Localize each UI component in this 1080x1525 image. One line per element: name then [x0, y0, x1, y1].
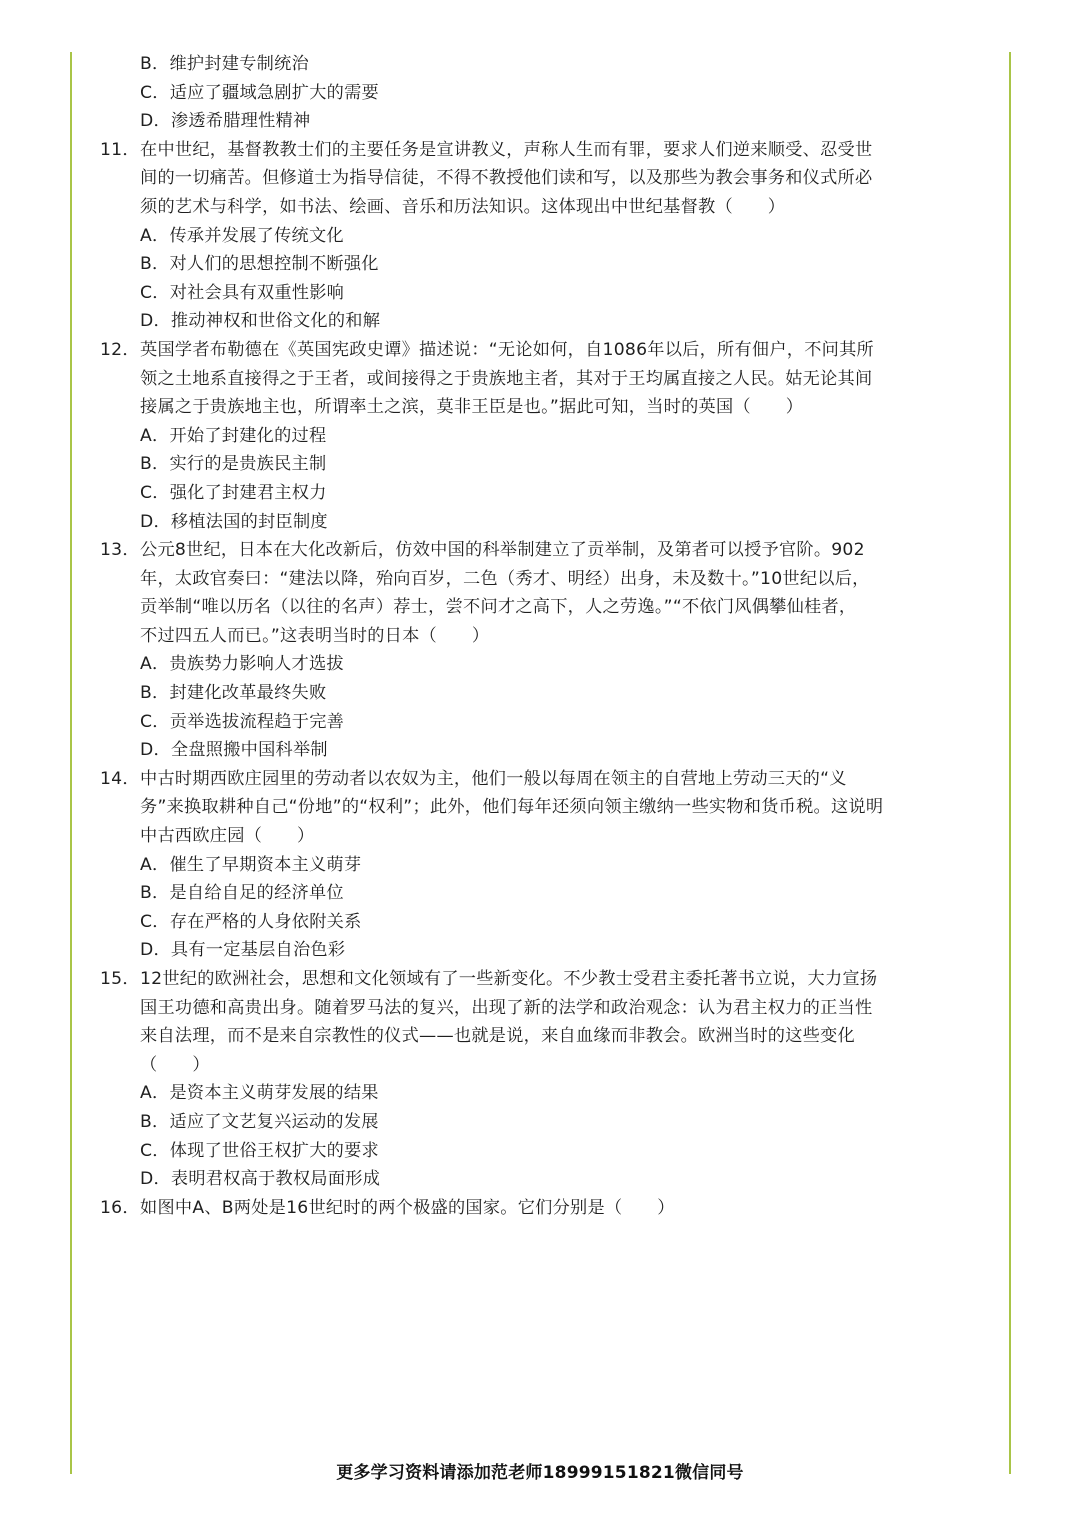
option-line: A．开始了封建化的过程	[140, 425, 327, 446]
left-margin-rule	[70, 52, 72, 1474]
option-line: D．具有一定基层自治色彩	[140, 940, 346, 961]
stem-line: 年，太政官奏曰：“建法以降，殆向百岁，二色（秀才、明经）出身，未及数十。”10世纪以后，	[140, 568, 870, 589]
stem-line: 不过四五人而已。”这表明当时的日本（ ）	[140, 625, 490, 646]
stem-line: 来自法理，而不是来自宗教性的仪式——也就是说，来自血缘而非教会。欧洲当时的这些变化	[140, 1026, 855, 1047]
question-number: 12．	[100, 339, 140, 360]
option-line: D．推动神权和世俗文化的和解	[140, 311, 381, 332]
option-line: B．维护封建专制统治	[140, 54, 309, 74]
stem-line: 公元8世纪，日本在大化改新后，仿效中国的科举制建立了贡举制，及第者可以授予官阶。902	[140, 540, 865, 561]
footer-note: 更多学习资料请添加范老师18999151821微信同号	[336, 1463, 744, 1483]
stem-line: 英国学者布勒德在《英国宪政史谭》描述说：“无论如何，自1086年以后，所有佃户，不问其所	[140, 339, 874, 360]
question-stem	[100, 965, 990, 1079]
option-line: D．渗透希腊理性精神	[140, 111, 311, 132]
question-text	[140, 136, 990, 222]
option-line: D．全盘照搬中国科举制	[140, 740, 328, 761]
question-text	[140, 536, 990, 650]
question-13	[100, 536, 990, 765]
question-stem	[100, 336, 990, 422]
stem-line: 间的一切痛苦。但修道士为指导信徒，不得不教授他们读和写，以及那些为教会事务和仪式所必	[140, 168, 873, 189]
question-16	[100, 1194, 990, 1223]
stem-line: 中古西欧庄园（ ）	[140, 826, 315, 847]
option-line: C．体现了世俗王权扩大的要求	[140, 1140, 379, 1161]
option-line: C．贡举选拔流程趋于完善	[140, 711, 345, 732]
stem-line: 务”来换取耕种自己“份地”的“权利”；此外，他们每年还须向领主缴纳一些实物和货币税。这说明	[140, 797, 884, 818]
option-line: B．是自给自足的经济单位	[140, 883, 344, 904]
question-number: 14．	[100, 768, 140, 789]
option-line: C．强化了封建君主权力	[140, 482, 327, 503]
option-line: B．实行的是贵族民主制	[140, 454, 327, 475]
option-line: A．是资本主义萌芽发展的结果	[140, 1083, 379, 1104]
right-margin-rule	[1009, 52, 1011, 1474]
question-number: 16．	[100, 1197, 140, 1218]
question-15	[100, 965, 990, 1194]
option-line: A．催生了早期资本主义萌芽	[140, 854, 362, 875]
question-text	[140, 1194, 990, 1223]
option-line: C．对社会具有双重性影响	[140, 282, 345, 303]
question-14	[100, 765, 990, 965]
top-options	[100, 50, 990, 136]
question-stem	[100, 136, 990, 222]
option-line: B．适应了文艺复兴运动的发展	[140, 1111, 379, 1132]
option-line: A．贵族势力影响人才选拔	[140, 654, 344, 675]
stem-line: 12世纪的欧洲社会，思想和文化领域有了一些新变化。不少教士受君主委托著书立说，大力宣扬	[140, 969, 878, 989]
stem-line: 国王功德和高贵出身。随着罗马法的复兴，出现了新的法学和政治观念：认为君主权力的正当性	[140, 997, 873, 1018]
question-text	[140, 336, 990, 422]
question-text	[140, 765, 990, 851]
option-line: C．存在严格的人身依附关系	[140, 911, 362, 932]
question-number: 13．	[100, 540, 140, 561]
question-stem	[100, 536, 990, 650]
stem-line: 中古时期西欧庄园里的劳动者以农奴为主，他们一般以每周在领主的自营地上劳动三天的“义	[140, 768, 847, 789]
question-11	[100, 136, 990, 336]
question-stem	[100, 1194, 990, 1223]
question-number: 11．	[100, 139, 140, 160]
stem-line: 须的艺术与科学，如书法、绘画、音乐和历法知识。这体现出中世纪基督教（ ）	[140, 196, 786, 217]
stem-line: 在中世纪，基督教教士们的主要任务是宣讲教义，声称人生而有罪，要求人们逆来顺受、忍受世	[140, 139, 873, 160]
stem-line: 如图中A、B两处是16世纪时的两个极盛的国家。它们分别是（ ）	[140, 1197, 675, 1218]
question-content	[100, 50, 990, 1222]
stem-line: 接属之于贵族地主也，所谓率土之滨，莫非王臣是也。”据此可知，当时的英国（ ）	[140, 397, 804, 418]
option-line: B．对人们的思想控制不断强化	[140, 254, 379, 275]
question-stem	[100, 765, 990, 851]
stem-line: （ ）	[140, 1054, 210, 1075]
option-line: D．移植法国的封臣制度	[140, 511, 328, 532]
option-line: C．适应了疆域急剧扩大的需要	[140, 82, 379, 103]
option-line: D．表明君权高于教权局面形成	[140, 1169, 381, 1190]
option-line: A．传承并发展了传统文化	[140, 225, 344, 246]
option-line: B．封建化改革最终失败	[140, 683, 327, 704]
stem-line: 领之土地系直接得之于王者，或间接得之于贵族地主者，其对于王均属直接之人民。姑无论其间	[140, 368, 873, 389]
question-number: 15．	[100, 969, 140, 989]
stem-line: 贡举制“唯以历名（以往的名声）荐士，尝不问才之高下，人之劳逸。”“不依门风偶攀仙桂者，	[140, 597, 857, 618]
question-12	[100, 336, 990, 536]
question-text	[140, 965, 990, 1079]
